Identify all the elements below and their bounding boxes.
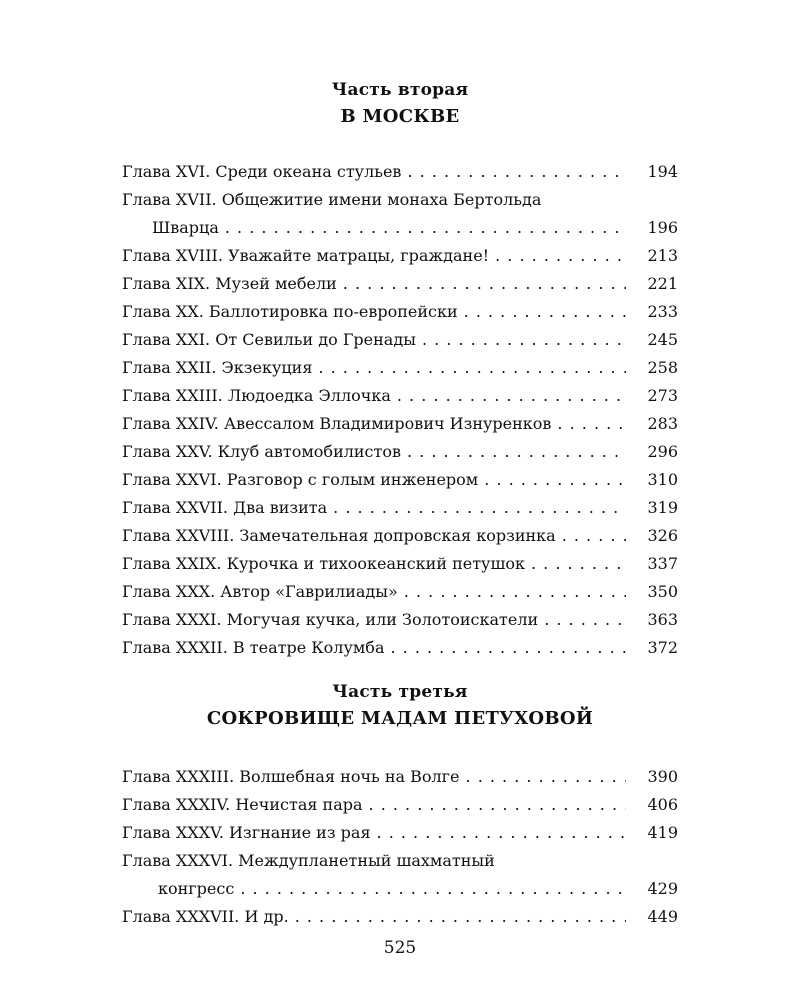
toc-entry-title: Глава XXXVII. И др. xyxy=(122,907,289,926)
toc-entry-title: Глава XXXI. Могучая кучка, или Золотоискатели xyxy=(122,610,539,629)
toc-entry-title: Глава XX. Баллотировка по-европейски xyxy=(122,302,458,321)
toc-entry-page: 350 xyxy=(647,582,678,601)
dot-leader xyxy=(404,578,626,606)
toc-entry-title: Глава XXXII. В театре Колумба xyxy=(122,638,385,657)
toc-entry[interactable] xyxy=(122,326,678,354)
toc-entry-title-cont: Шварца xyxy=(152,218,219,237)
toc-entry-page: 213 xyxy=(647,246,678,265)
toc-entry-page: 296 xyxy=(647,442,678,461)
toc-entry-page: 363 xyxy=(647,610,678,629)
dot-leader xyxy=(390,634,626,662)
toc-entry[interactable] xyxy=(122,578,678,606)
toc-entry[interactable] xyxy=(122,819,678,847)
toc-entry-title: Глава XXXVI. Междупланетный шахматный xyxy=(122,851,495,870)
toc-entry-title: Глава XXXIII. Волшебная ночь на Волге xyxy=(122,767,460,786)
toc-entry-title-cont: конгресс xyxy=(158,879,235,898)
toc-entry[interactable] xyxy=(122,298,678,326)
toc-entry[interactable] xyxy=(122,522,678,550)
part-three-label: Часть третья xyxy=(332,682,468,702)
toc-entry-title: Глава XXIV. Авессалом Владимирович Изнуренков xyxy=(122,414,552,433)
toc-entry-title: Глава XXVII. Два визита xyxy=(122,498,328,517)
toc-entry-page: 326 xyxy=(647,526,678,545)
part-two-title: В МОСКВЕ xyxy=(340,106,460,127)
dot-leader xyxy=(466,763,626,791)
toc-entry-page: 258 xyxy=(647,358,678,377)
toc-entry-page: 310 xyxy=(647,470,678,489)
toc-entry[interactable] xyxy=(122,903,678,931)
toc-entry[interactable] xyxy=(122,270,678,298)
toc-entry-title: Глава XXI. От Севильи до Гренады xyxy=(122,330,416,349)
dot-leader xyxy=(464,298,626,326)
toc-entry-title: Глава XXIX. Курочка и тихоокеанский петушок xyxy=(122,554,525,573)
dot-leader xyxy=(369,791,626,819)
part-two-label: Часть вторая xyxy=(331,80,469,100)
toc-entry-page: 221 xyxy=(647,274,678,293)
toc-entry-page: 319 xyxy=(647,498,678,517)
toc-entry-title: Глава XXXIV. Нечистая пара xyxy=(122,795,363,814)
dot-leader xyxy=(318,354,626,382)
toc-entry-title: Глава XXX. Автор «Гаврилиады» xyxy=(122,582,398,601)
dot-leader xyxy=(557,410,626,438)
toc-entry[interactable] xyxy=(122,847,678,875)
toc-entry-page: 273 xyxy=(647,386,678,405)
dot-leader xyxy=(225,214,626,242)
dot-leader xyxy=(531,550,626,578)
toc-entry[interactable] xyxy=(122,354,678,382)
toc-entry-title: Глава XVII. Общежитие имени монаха Бертольда xyxy=(122,190,542,209)
toc-entry-page: 245 xyxy=(647,330,678,349)
toc-entry-title: Глава XXVI. Разговор с голым инженером xyxy=(122,470,479,489)
toc-entry-page: 449 xyxy=(647,907,678,926)
dot-leader xyxy=(333,494,626,522)
part-three-contents xyxy=(122,763,678,931)
dot-leader xyxy=(544,606,626,634)
dot-leader xyxy=(495,242,626,270)
toc-entry-page: 419 xyxy=(647,823,678,842)
dot-leader xyxy=(407,158,626,186)
toc-entry-page: 406 xyxy=(647,795,678,814)
toc-entry-page: 372 xyxy=(647,638,678,657)
toc-entry-title: Глава XXVIII. Замечательная допровская корзинка xyxy=(122,526,556,545)
toc-entry[interactable] xyxy=(122,158,678,186)
toc-entry[interactable] xyxy=(122,438,678,466)
dot-leader xyxy=(343,270,626,298)
toc-entry-continuation[interactable] xyxy=(122,214,678,242)
dot-leader xyxy=(484,466,626,494)
toc-entry-page: 390 xyxy=(647,767,678,786)
toc-entry[interactable] xyxy=(122,791,678,819)
toc-entry-page: 337 xyxy=(647,554,678,573)
toc-entry[interactable] xyxy=(122,382,678,410)
toc-entry[interactable] xyxy=(122,242,678,270)
toc-entry[interactable] xyxy=(122,186,678,214)
toc-entry-title: Глава XXXV. Изгнание из рая xyxy=(122,823,371,842)
dot-leader xyxy=(562,522,626,550)
toc-entry-page: 194 xyxy=(647,162,678,181)
dot-leader xyxy=(295,903,626,931)
dot-leader xyxy=(240,875,626,903)
toc-entry-title: Глава XVIII. Уважайте матрацы, граждане! xyxy=(122,246,490,265)
toc-entry-page: 196 xyxy=(647,218,678,237)
toc-entry-page: 233 xyxy=(647,302,678,321)
toc-entry-title: Глава XXV. Клуб автомобилистов xyxy=(122,442,402,461)
dot-leader xyxy=(377,819,626,847)
part-three-title: СОКРОВИЩЕ МАДАМ ПЕТУХОВОЙ xyxy=(206,708,594,729)
toc-entry[interactable] xyxy=(122,763,678,791)
part-two-contents xyxy=(122,158,678,662)
page-number: 525 xyxy=(383,938,417,958)
toc-entry-page: 283 xyxy=(647,414,678,433)
toc-entry[interactable] xyxy=(122,466,678,494)
toc-entry[interactable] xyxy=(122,634,678,662)
toc-entry[interactable] xyxy=(122,606,678,634)
toc-entry-title: Глава XVI. Среди океана стульев xyxy=(122,162,402,181)
toc-entry-title: Глава XXIII. Людоедка Эллочка xyxy=(122,386,391,405)
toc-entry[interactable] xyxy=(122,550,678,578)
dot-leader xyxy=(397,382,626,410)
dot-leader xyxy=(422,326,626,354)
toc-entry[interactable] xyxy=(122,410,678,438)
toc-entry-title: Глава XXII. Экзекуция xyxy=(122,358,313,377)
toc-entry-page: 429 xyxy=(647,879,678,898)
dot-leader xyxy=(407,438,626,466)
toc-entry-continuation[interactable] xyxy=(122,875,678,903)
toc-entry[interactable] xyxy=(122,494,678,522)
toc-entry-title: Глава XIX. Музей мебели xyxy=(122,274,337,293)
